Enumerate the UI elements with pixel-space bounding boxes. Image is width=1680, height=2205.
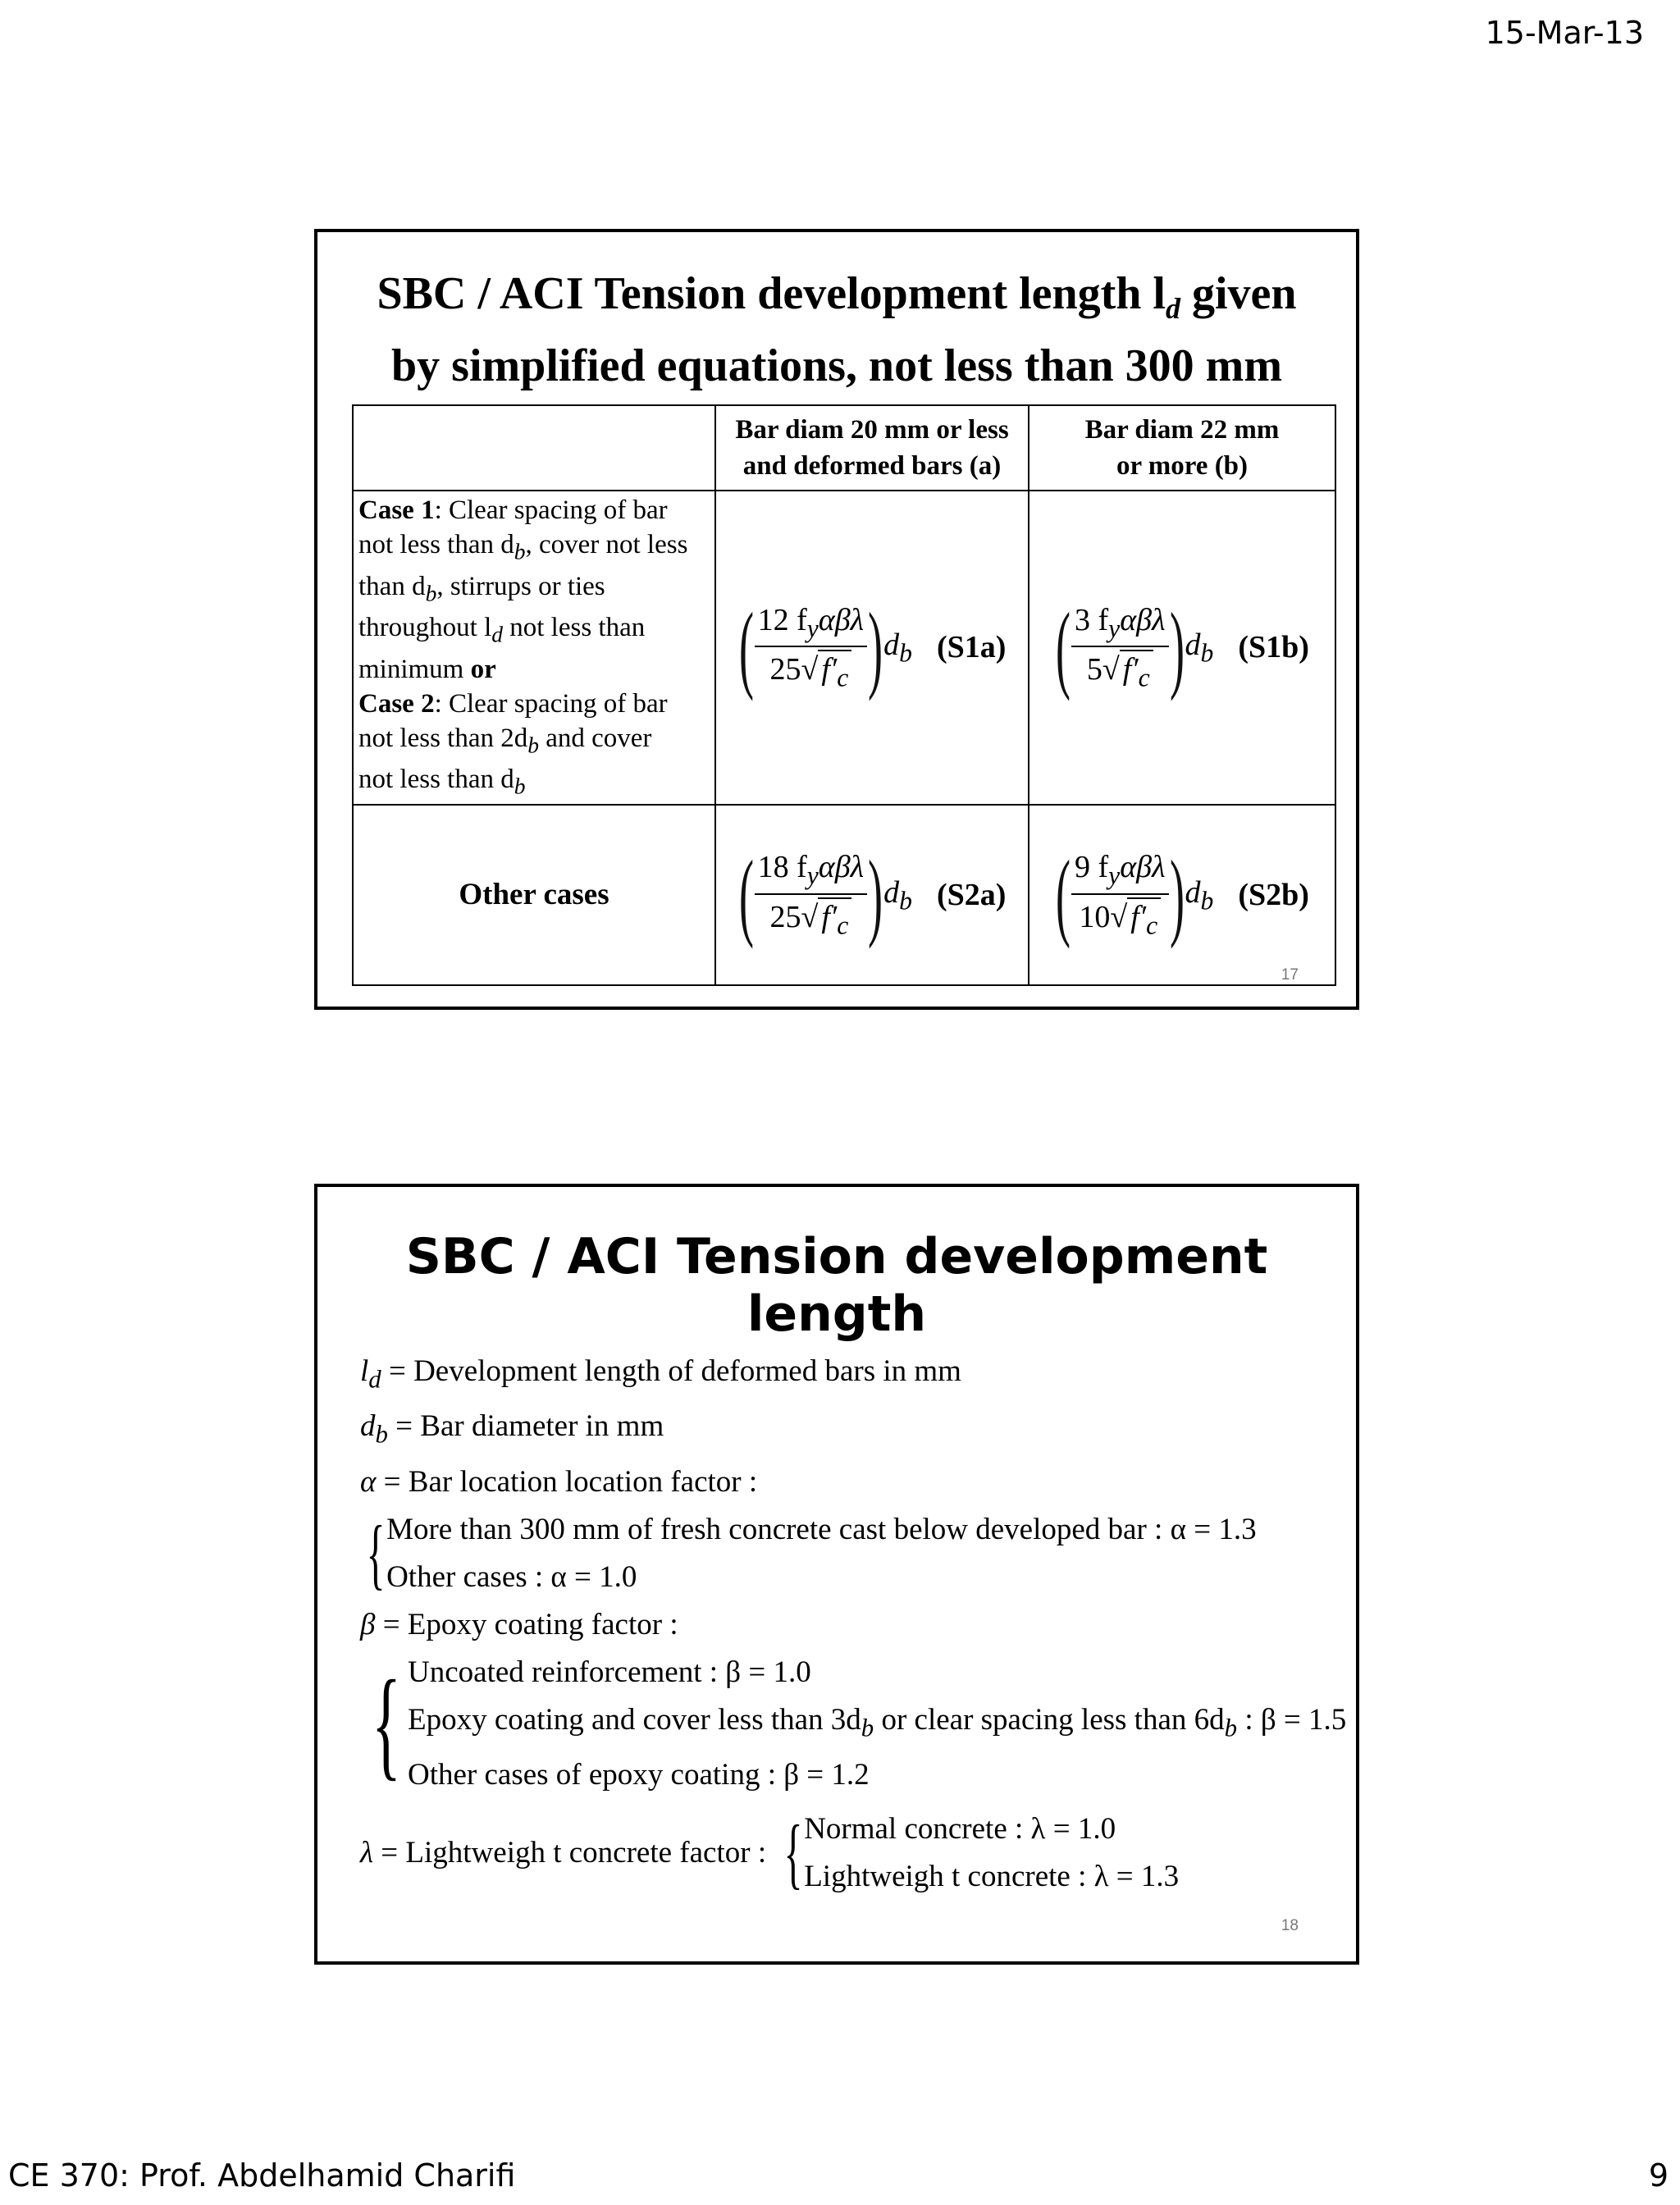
equation-s1a: ( $\frac{12 f_y\alpha\beta\lambda}{25√ f'_c}$ ) $d_b$ (S1a): [738, 592, 1007, 702]
equation-s2a: ( $\frac{18 f_y\alpha\beta\lambda}{25√ f'_c}$ ) $d_b$ (S2a): [738, 839, 1007, 949]
header-date: 15-Mar-13: [1485, 15, 1644, 51]
slide-title: SBC / ACI Tension development length $l_d$ given by simplified equations, not less than 300 mm: [377, 268, 1297, 392]
slide-18: [314, 1184, 1359, 1965]
def-beta: β = Epoxy coating factor :: [360, 1607, 678, 1641]
equation-s2a-cell: [715, 805, 1029, 985]
equation-s1a-cell: [715, 491, 1029, 805]
slide-number: 17: [1281, 966, 1299, 984]
column-header-a: Bar diam 20 mm or less and deformed bars (a): [715, 405, 1029, 491]
equation-s2b: ( $\frac{9 f_y\alpha\beta\lambda}{10√ f'_c}$ ) $d_b$ (S2b): [1056, 839, 1309, 949]
slide-title: SBC / ACI Tension development length: [405, 1228, 1268, 1343]
factor-definitions: [360, 1348, 1346, 1901]
column-header-b: Bar diam 22 mm or more (b): [1029, 405, 1335, 491]
equation-s1b-cell: [1029, 491, 1335, 805]
beta-options: { Uncoated reinforcement : β = 1.0 Epoxy coating and cover less than $3d_b$ or clear spacing less than $6d_b$ : β = 1.5 Other cases of epoxy coating : β = 1.2: [372, 1655, 1347, 1792]
equation-s1b: ( $\frac{3 f_y\alpha\beta\lambda}{5√ f'_c}$ ) $d_b$ (S1b): [1056, 592, 1309, 702]
equation-s2b-cell: [1029, 805, 1335, 985]
def-ld: $l_d$ = Development length of deformed bars in mm: [360, 1354, 961, 1394]
def-db: $d_b$ = Bar diameter in mm: [360, 1409, 664, 1449]
def-alpha: α = Bar location location factor :: [360, 1464, 758, 1499]
footer-page-number: 9: [1648, 2157, 1669, 2194]
case-description: Case 1: Clear spacing of bar not less than $d_b$, cover not less than $d_b$, stirrups or ties throughout $l_d$ not less than minimum or Case 2: Clear spacing of bar not less than $2d_b$ and cover not less than $d_b$: [353, 491, 715, 805]
table-corner-cell: [353, 405, 715, 491]
other-cases-label: Other cases: [353, 805, 715, 985]
footer-course: CE 370: Prof. Abdelhamid Charifi: [8, 2157, 516, 2194]
slide-17: [314, 229, 1359, 1010]
development-length-table: [352, 404, 1336, 986]
def-lambda: λ = Lightweigh t concrete factor : { Normal concrete : λ = 1.0 Lightweigh t concrete : λ = 1.3: [360, 1809, 1180, 1897]
alpha-options: { More than 300 mm of fresh concrete cast below developed bar : α = 1.3 Other cases : α = 1.0: [366, 1509, 1257, 1597]
slide-number: 18: [1281, 1917, 1299, 1934]
